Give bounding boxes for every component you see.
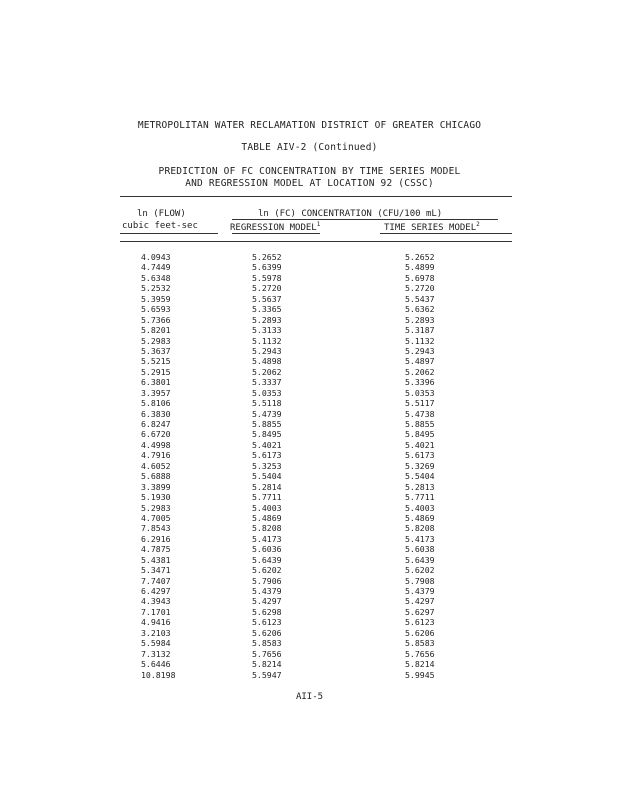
flow-value: 7.7407 xyxy=(141,575,171,586)
table-row xyxy=(0,607,619,617)
table-row xyxy=(0,544,619,554)
table-row xyxy=(0,450,619,460)
regression-value: 5.8495 xyxy=(252,429,282,440)
flow-value: 4.7916 xyxy=(141,450,171,461)
time-series-value: 5.4869 xyxy=(405,512,435,523)
flow-value: 5.8106 xyxy=(141,398,171,409)
table-row xyxy=(0,471,619,481)
regression-value: 5.5404 xyxy=(252,471,282,482)
regression-value: 5.6036 xyxy=(252,544,282,555)
table-row xyxy=(0,273,619,283)
regression-underline xyxy=(232,233,320,234)
regression-value: 5.5637 xyxy=(252,293,282,304)
time-series-value: 5.6202 xyxy=(405,565,435,576)
time-series-value: 5.5437 xyxy=(405,293,435,304)
regression-value: 5.4739 xyxy=(252,408,282,419)
time-series-value: 5.7711 xyxy=(405,492,435,503)
time-series-value: 5.6439 xyxy=(405,554,435,565)
time-series-value: 5.6297 xyxy=(405,606,435,617)
flow-value: 5.8201 xyxy=(141,325,171,336)
time-series-value: 5.0353 xyxy=(405,387,435,398)
regression-value: 5.3337 xyxy=(252,377,282,388)
table-title-line2: AND REGRESSION MODEL AT LOCATION 92 (CSSC) xyxy=(185,178,434,189)
flow-value: 6.8247 xyxy=(141,419,171,429)
flow-value: 4.0943 xyxy=(141,252,171,262)
table-row xyxy=(0,461,619,471)
time-series-value: 5.4738 xyxy=(405,408,435,419)
time-series-value: 5.8214 xyxy=(405,659,435,670)
time-series-value: 5.1132 xyxy=(405,335,435,346)
flow-value: 3.3899 xyxy=(141,481,171,492)
time-series-value: 5.3187 xyxy=(405,325,435,336)
flow-value: 5.3637 xyxy=(141,345,171,356)
flow-value: 3.3957 xyxy=(141,387,171,398)
time-series-value: 5.6038 xyxy=(405,544,435,555)
flow-value: 5.2983 xyxy=(141,335,171,346)
time-series-value: 5.6173 xyxy=(405,450,435,461)
time-series-underline xyxy=(380,233,512,234)
regression-value: 5.2652 xyxy=(252,252,282,262)
flow-value: 10.8198 xyxy=(141,669,176,680)
flow-value: 7.3132 xyxy=(141,648,171,659)
regression-value: 5.4173 xyxy=(252,533,282,544)
table-row xyxy=(0,670,619,680)
flow-units-header: cubic feet-sec xyxy=(122,221,198,231)
flow-value: 6.4297 xyxy=(141,586,171,596)
data-table-body xyxy=(0,252,619,680)
agency-title: METROPOLITAN WATER RECLAMATION DISTRICT OF GREATER CHICAGO xyxy=(137,120,482,131)
time-series-value: 5.4297 xyxy=(405,596,435,607)
table-row xyxy=(0,534,619,544)
flow-value: 6.2916 xyxy=(141,533,171,544)
table-row xyxy=(0,628,619,638)
flow-underline xyxy=(120,233,218,234)
flow-value: 6.3830 xyxy=(141,408,171,419)
flow-value: 5.2915 xyxy=(141,366,171,377)
table-row xyxy=(0,659,619,669)
time-series-value: 5.2652 xyxy=(405,252,435,262)
table-row xyxy=(0,325,619,335)
time-series-header: TIME SERIES MODEL$^2$ xyxy=(384,221,480,233)
table-row xyxy=(0,409,619,419)
regression-value: 5.2720 xyxy=(252,283,282,294)
table-row xyxy=(0,367,619,377)
table-id: TABLE AIV-2 (Continued) xyxy=(241,142,378,153)
top-rule xyxy=(120,196,512,197)
flow-value: 7.8543 xyxy=(141,523,171,534)
regression-value: 5.8214 xyxy=(252,659,282,670)
regression-header: REGRESSION MODEL$^1$ xyxy=(230,221,321,233)
regression-value: 5.0353 xyxy=(252,387,282,398)
table-row xyxy=(0,315,619,325)
flow-value: 4.7005 xyxy=(141,512,171,523)
regression-value: 5.5947 xyxy=(252,669,282,680)
table-row xyxy=(0,283,619,293)
flow-value: 5.1930 xyxy=(141,492,171,503)
regression-value: 5.5978 xyxy=(252,272,282,283)
regression-value: 5.7906 xyxy=(252,575,282,586)
table-row xyxy=(0,586,619,596)
time-series-value: 5.8583 xyxy=(405,638,435,649)
time-series-value: 5.9945 xyxy=(405,669,435,680)
table-row xyxy=(0,336,619,346)
table-row xyxy=(0,388,619,398)
flow-value: 4.7449 xyxy=(141,262,171,273)
table-row xyxy=(0,523,619,533)
time-series-value: 5.2720 xyxy=(405,283,435,294)
table-row xyxy=(0,596,619,606)
regression-value: 5.2814 xyxy=(252,481,282,492)
regression-value: 5.2893 xyxy=(252,314,282,325)
flow-value: 7.1701 xyxy=(141,606,171,617)
table-row xyxy=(0,482,619,492)
regression-value: 5.2062 xyxy=(252,366,282,377)
table-row xyxy=(0,638,619,648)
time-series-value: 5.4021 xyxy=(405,439,435,450)
table-row xyxy=(0,419,619,429)
flow-value: 4.4998 xyxy=(141,439,171,450)
regression-value: 5.4379 xyxy=(252,586,282,596)
table-title-line1: PREDICTION OF FC CONCENTRATION BY TIME SERIES MODEL xyxy=(158,166,461,177)
regression-value: 5.4869 xyxy=(252,512,282,523)
regression-value: 5.6399 xyxy=(252,262,282,273)
page-number: AII-5 xyxy=(295,692,324,702)
flow-value: 6.6720 xyxy=(141,429,171,440)
flow-value: 4.6052 xyxy=(141,460,171,471)
table-row xyxy=(0,649,619,659)
time-series-value: 5.8855 xyxy=(405,419,435,429)
table-row xyxy=(0,576,619,586)
flow-value: 4.7875 xyxy=(141,544,171,555)
flow-value: 4.9416 xyxy=(141,617,171,628)
flow-value: 5.2532 xyxy=(141,283,171,294)
table-row xyxy=(0,356,619,366)
regression-value: 5.8855 xyxy=(252,419,282,429)
time-series-value: 5.5404 xyxy=(405,471,435,482)
table-row xyxy=(0,377,619,387)
time-series-value: 5.4003 xyxy=(405,502,435,513)
regression-value: 5.6439 xyxy=(252,554,282,565)
regression-value: 5.2943 xyxy=(252,345,282,356)
time-series-value: 5.2813 xyxy=(405,481,435,492)
time-series-value: 5.7656 xyxy=(405,648,435,659)
regression-value: 5.6202 xyxy=(252,565,282,576)
table-row xyxy=(0,492,619,502)
time-series-value: 5.3269 xyxy=(405,460,435,471)
regression-value: 5.6298 xyxy=(252,606,282,617)
time-series-value: 5.8208 xyxy=(405,523,435,534)
time-series-value: 5.6362 xyxy=(405,304,435,315)
regression-value: 5.6206 xyxy=(252,627,282,638)
regression-value: 5.6173 xyxy=(252,450,282,461)
time-series-value: 5.2943 xyxy=(405,345,435,356)
flow-value: 5.6446 xyxy=(141,659,171,670)
table-row xyxy=(0,555,619,565)
regression-value: 5.4898 xyxy=(252,356,282,367)
flow-value: 4.3943 xyxy=(141,596,171,607)
time-series-value: 5.6978 xyxy=(405,272,435,283)
flow-value: 5.3959 xyxy=(141,293,171,304)
flow-value: 6.3801 xyxy=(141,377,171,388)
flow-header: ln (FLOW) xyxy=(137,209,186,219)
flow-value: 5.3471 xyxy=(141,565,171,576)
flow-value: 3.2103 xyxy=(141,627,171,638)
table-row xyxy=(0,503,619,513)
time-series-value: 5.4899 xyxy=(405,262,435,273)
time-series-value: 5.4897 xyxy=(405,356,435,367)
time-series-value: 5.2893 xyxy=(405,314,435,325)
regression-value: 5.3365 xyxy=(252,304,282,315)
table-row xyxy=(0,398,619,408)
time-series-value: 5.5117 xyxy=(405,398,435,409)
table-row xyxy=(0,346,619,356)
table-row xyxy=(0,429,619,439)
regression-value: 5.7711 xyxy=(252,492,282,503)
bottom-header-rule xyxy=(120,241,512,242)
time-series-value: 5.4379 xyxy=(405,586,435,596)
table-row xyxy=(0,565,619,575)
regression-value: 5.8208 xyxy=(252,523,282,534)
regression-value: 5.8583 xyxy=(252,638,282,649)
regression-value: 5.3253 xyxy=(252,460,282,471)
regression-value: 5.7656 xyxy=(252,648,282,659)
regression-value: 5.1132 xyxy=(252,335,282,346)
flow-value: 5.2983 xyxy=(141,502,171,513)
table-row xyxy=(0,617,619,627)
time-series-value: 5.7908 xyxy=(405,575,435,586)
flow-value: 5.5984 xyxy=(141,638,171,649)
table-row xyxy=(0,440,619,450)
table-row xyxy=(0,304,619,314)
flow-value: 5.6888 xyxy=(141,471,171,482)
flow-value: 5.4381 xyxy=(141,554,171,565)
regression-value: 5.4003 xyxy=(252,502,282,513)
time-series-value: 5.6123 xyxy=(405,617,435,628)
time-series-value: 5.3396 xyxy=(405,377,435,388)
regression-value: 5.4297 xyxy=(252,596,282,607)
table-row xyxy=(0,294,619,304)
time-series-value: 5.2062 xyxy=(405,366,435,377)
regression-value: 5.5118 xyxy=(252,398,282,409)
flow-value: 5.5215 xyxy=(141,356,171,367)
flow-value: 5.6348 xyxy=(141,272,171,283)
regression-value: 5.4021 xyxy=(252,439,282,450)
time-series-value: 5.8495 xyxy=(405,429,435,440)
regression-value: 5.3133 xyxy=(252,325,282,336)
regression-value: 5.6123 xyxy=(252,617,282,628)
table-row xyxy=(0,513,619,523)
flow-value: 5.7366 xyxy=(141,314,171,325)
table-row xyxy=(0,252,619,262)
flow-value: 5.6593 xyxy=(141,304,171,315)
table-row xyxy=(0,262,619,272)
time-series-value: 5.4173 xyxy=(405,533,435,544)
concentration-group-header: ln (FC) CONCENTRATION (CFU/100 mL) xyxy=(258,209,443,219)
time-series-value: 5.6206 xyxy=(405,627,435,638)
group-underline xyxy=(232,219,498,220)
